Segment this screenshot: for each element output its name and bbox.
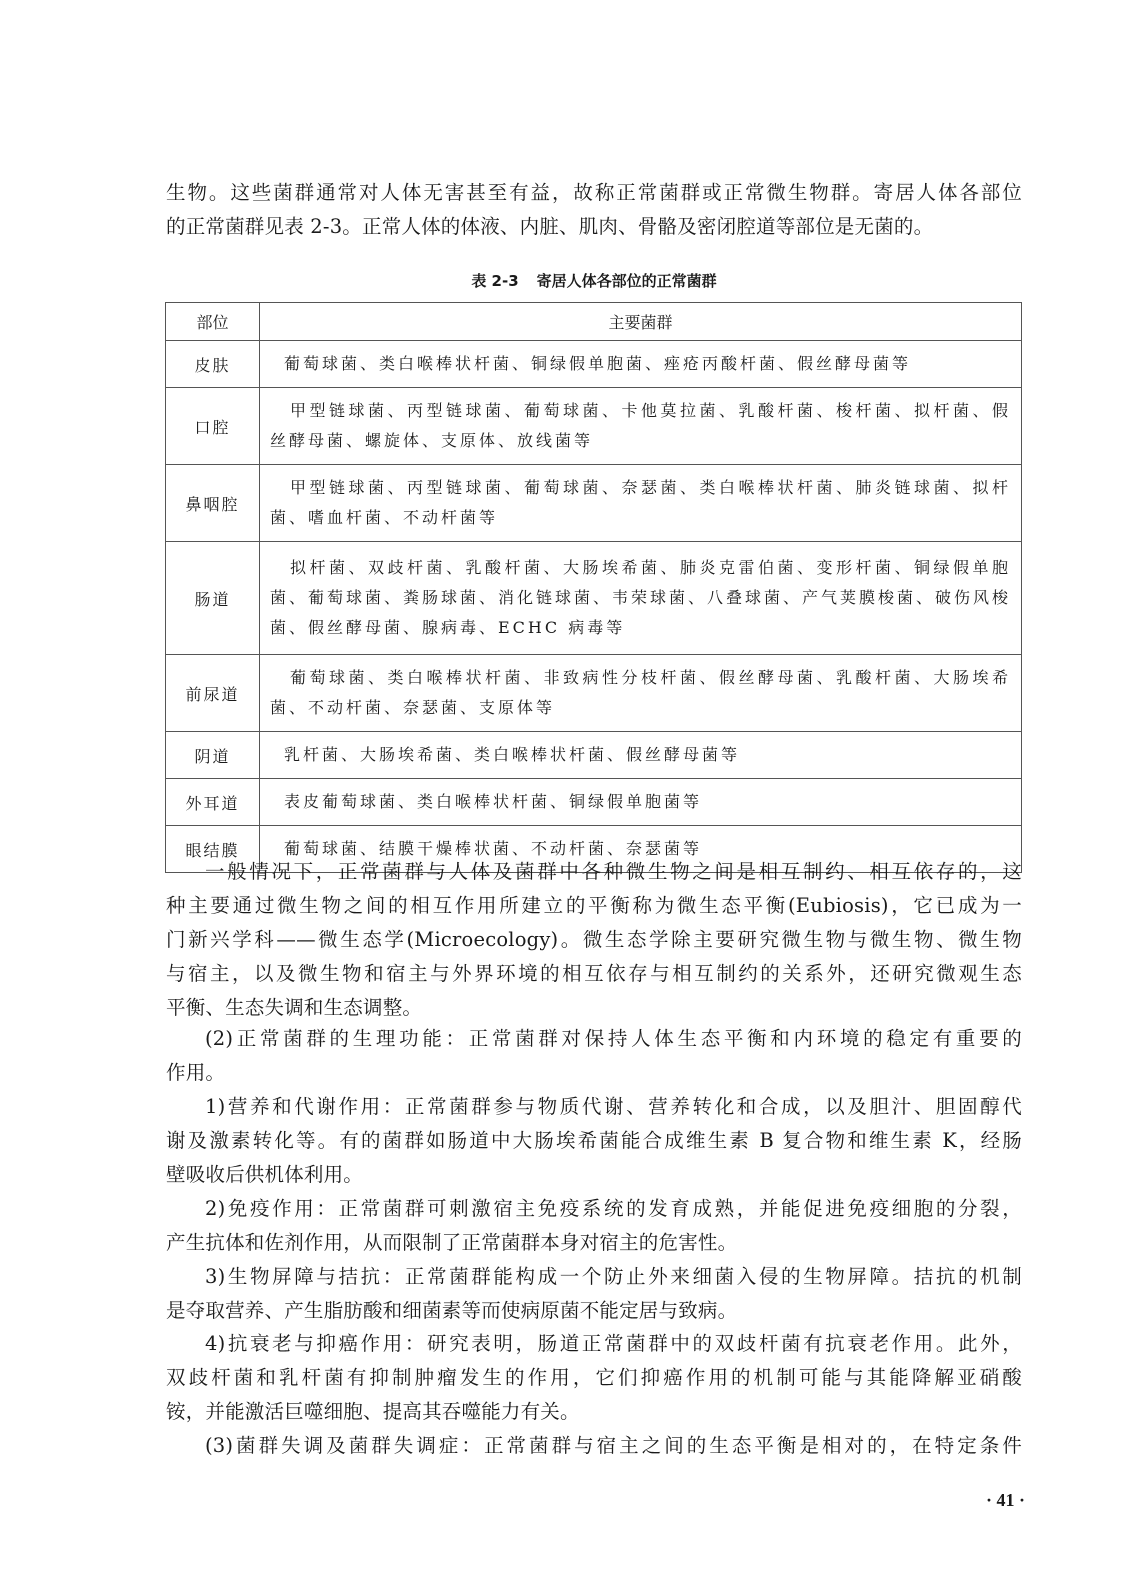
- text-line: 生物。这些菌群通常对人体无害甚至有益，故称正常菌群或正常微生物群。寄居人体各部位: [166, 181, 1022, 204]
- header-site: 部位: [166, 303, 260, 341]
- paragraph-barrier: [166, 1260, 1022, 1328]
- header-flora: 主要菌群: [260, 303, 1022, 341]
- text-line: 作用。: [166, 1061, 226, 1084]
- text-line: 4)抗衰老与抑癌作用：研究表明，肠道正常菌群中的双歧杆菌有抗衰老作用。此外，: [205, 1332, 1022, 1355]
- site-cell: 口腔: [166, 388, 260, 465]
- site-cell: 前尿道: [166, 655, 260, 732]
- paragraph-dysbiosis: [166, 1429, 1022, 1463]
- normal-flora-table: [165, 302, 1022, 873]
- flora-cell: 葡萄球菌、类白喉棒状杆菌、非致病性分枝杆菌、假丝酵母菌、乳酸杆菌、大肠埃希菌、不动杆菌、奈瑟菌、支原体等: [260, 655, 1022, 732]
- site-cell: 阴道: [166, 732, 260, 779]
- text-line: 门新兴学科——微生态学(Microecology)。微生态学除主要研究微生物与微生物、微生物: [166, 928, 1022, 951]
- table-header-row: [166, 303, 1022, 341]
- text-line: (3)菌群失调及菌群失调症：正常菌群与宿主之间的生态平衡是相对的，在特定条件: [205, 1434, 1022, 1457]
- flora-cell: 葡萄球菌、类白喉棒状杆菌、铜绿假单胞菌、痤疮丙酸杆菌、假丝酵母菌等: [260, 341, 1022, 388]
- text-line: 谢及激素转化等。有的菌群如肠道中大肠埃希菌能合成维生素 B 复合物和维生素 K，经肠: [166, 1129, 1022, 1152]
- paragraph-microecology: [166, 855, 1022, 1025]
- text-line: 壁吸收后供机体利用。: [166, 1163, 364, 1186]
- text-line: 双歧杆菌和乳杆菌有抑制肿瘤发生的作用，它们抑癌作用的机制可能与其能降解亚硝酸: [166, 1366, 1022, 1389]
- site-cell: 肠道: [166, 542, 260, 655]
- flora-cell: 甲型链球菌、丙型链球菌、葡萄球菌、奈瑟菌、类白喉棒状杆菌、肺炎链球菌、拟杆菌、嗜血杆菌、不动杆菌等: [260, 465, 1022, 542]
- paragraph-nutrition: [166, 1090, 1022, 1192]
- text-line: 的正常菌群见表 2-3。正常人体的体液、内脏、肌肉、骨骼及密闭腔道等部位是无菌的。: [166, 215, 934, 238]
- text-line: (2)正常菌群的生理功能：正常菌群对保持人体生态平衡和内环境的稳定有重要的: [205, 1027, 1022, 1050]
- table-caption: [166, 270, 1022, 291]
- site-cell: 外耳道: [166, 779, 260, 826]
- site-cell: 眼结膜: [166, 826, 260, 873]
- flora-cell: 葡萄球菌、结膜干燥棒状菌、不动杆菌、奈瑟菌等: [260, 826, 1022, 873]
- table-row: [166, 732, 1022, 779]
- paragraph-immunity: [166, 1192, 1022, 1260]
- table-title: 寄居人体各部位的正常菌群: [536, 272, 717, 290]
- paragraph-physiological-function: [166, 1022, 1022, 1090]
- site-cell: 鼻咽腔: [166, 465, 260, 542]
- table-row: [166, 655, 1022, 732]
- text-line: 种主要通过微生物之间的相互作用所建立的平衡称为微生态平衡(Eubiosis)，它已成为一: [166, 894, 1022, 917]
- text-line: 3)生物屏障与拮抗：正常菌群能构成一个防止外来细菌入侵的生物屏障。拮抗的机制: [205, 1265, 1022, 1288]
- table-row: [166, 388, 1022, 465]
- text-line: 铵，并能激活巨噬细胞、提高其吞噬能力有关。: [166, 1400, 580, 1423]
- table-number: 表 2-3: [471, 272, 519, 290]
- text-line: 一般情况下，正常菌群与人体及菌群中各种微生物之间是相互制约、相互依存的，这: [205, 860, 1022, 883]
- table-row: [166, 341, 1022, 388]
- text-line: 与宿主，以及微生物和宿主与外界环境的相互依存与相互制约的关系外，还研究微观生态: [166, 962, 1022, 985]
- site-cell: 皮肤: [166, 341, 260, 388]
- table-row: [166, 465, 1022, 542]
- flora-cell: 甲型链球菌、丙型链球菌、葡萄球菌、卡他莫拉菌、乳酸杆菌、梭杆菌、拟杆菌、假丝酵母菌、螺旋体、支原体、放线菌等: [260, 388, 1022, 465]
- text-line: 2)免疫作用：正常菌群可刺激宿主免疫系统的发育成熟，并能促进免疫细胞的分裂，: [205, 1197, 1022, 1220]
- intro-paragraph: [166, 176, 1022, 244]
- table-row: [166, 542, 1022, 655]
- flora-cell: 表皮葡萄球菌、类白喉棒状杆菌、铜绿假单胞菌等: [260, 779, 1022, 826]
- flora-cell: 乳杆菌、大肠埃希菌、类白喉棒状杆菌、假丝酵母菌等: [260, 732, 1022, 779]
- text-line: 产生抗体和佐剂作用，从而限制了正常菌群本身对宿主的危害性。: [166, 1231, 738, 1254]
- text-line: 是夺取营养、产生脂肪酸和细菌素等而使病原菌不能定居与致病。: [166, 1299, 738, 1322]
- paragraph-anti-aging: [166, 1327, 1022, 1429]
- text-line: 平衡、生态失调和生态调整。: [166, 996, 423, 1019]
- flora-cell: 拟杆菌、双歧杆菌、乳酸杆菌、大肠埃希菌、肺炎克雷伯菌、变形杆菌、铜绿假单胞菌、葡萄球菌、粪肠球菌、消化链球菌、韦荣球菌、八叠球菌、产气荚膜梭菌、破伤风梭菌、假丝酵母菌、腺病毒、ECHC 病毒等: [260, 542, 1022, 655]
- table-row: [166, 779, 1022, 826]
- text-line: 1)营养和代谢作用：正常菌群参与物质代谢、营养转化和合成，以及胆汁、胆固醇代: [205, 1095, 1022, 1118]
- page-number: · 41 ·: [985, 1490, 1025, 1510]
